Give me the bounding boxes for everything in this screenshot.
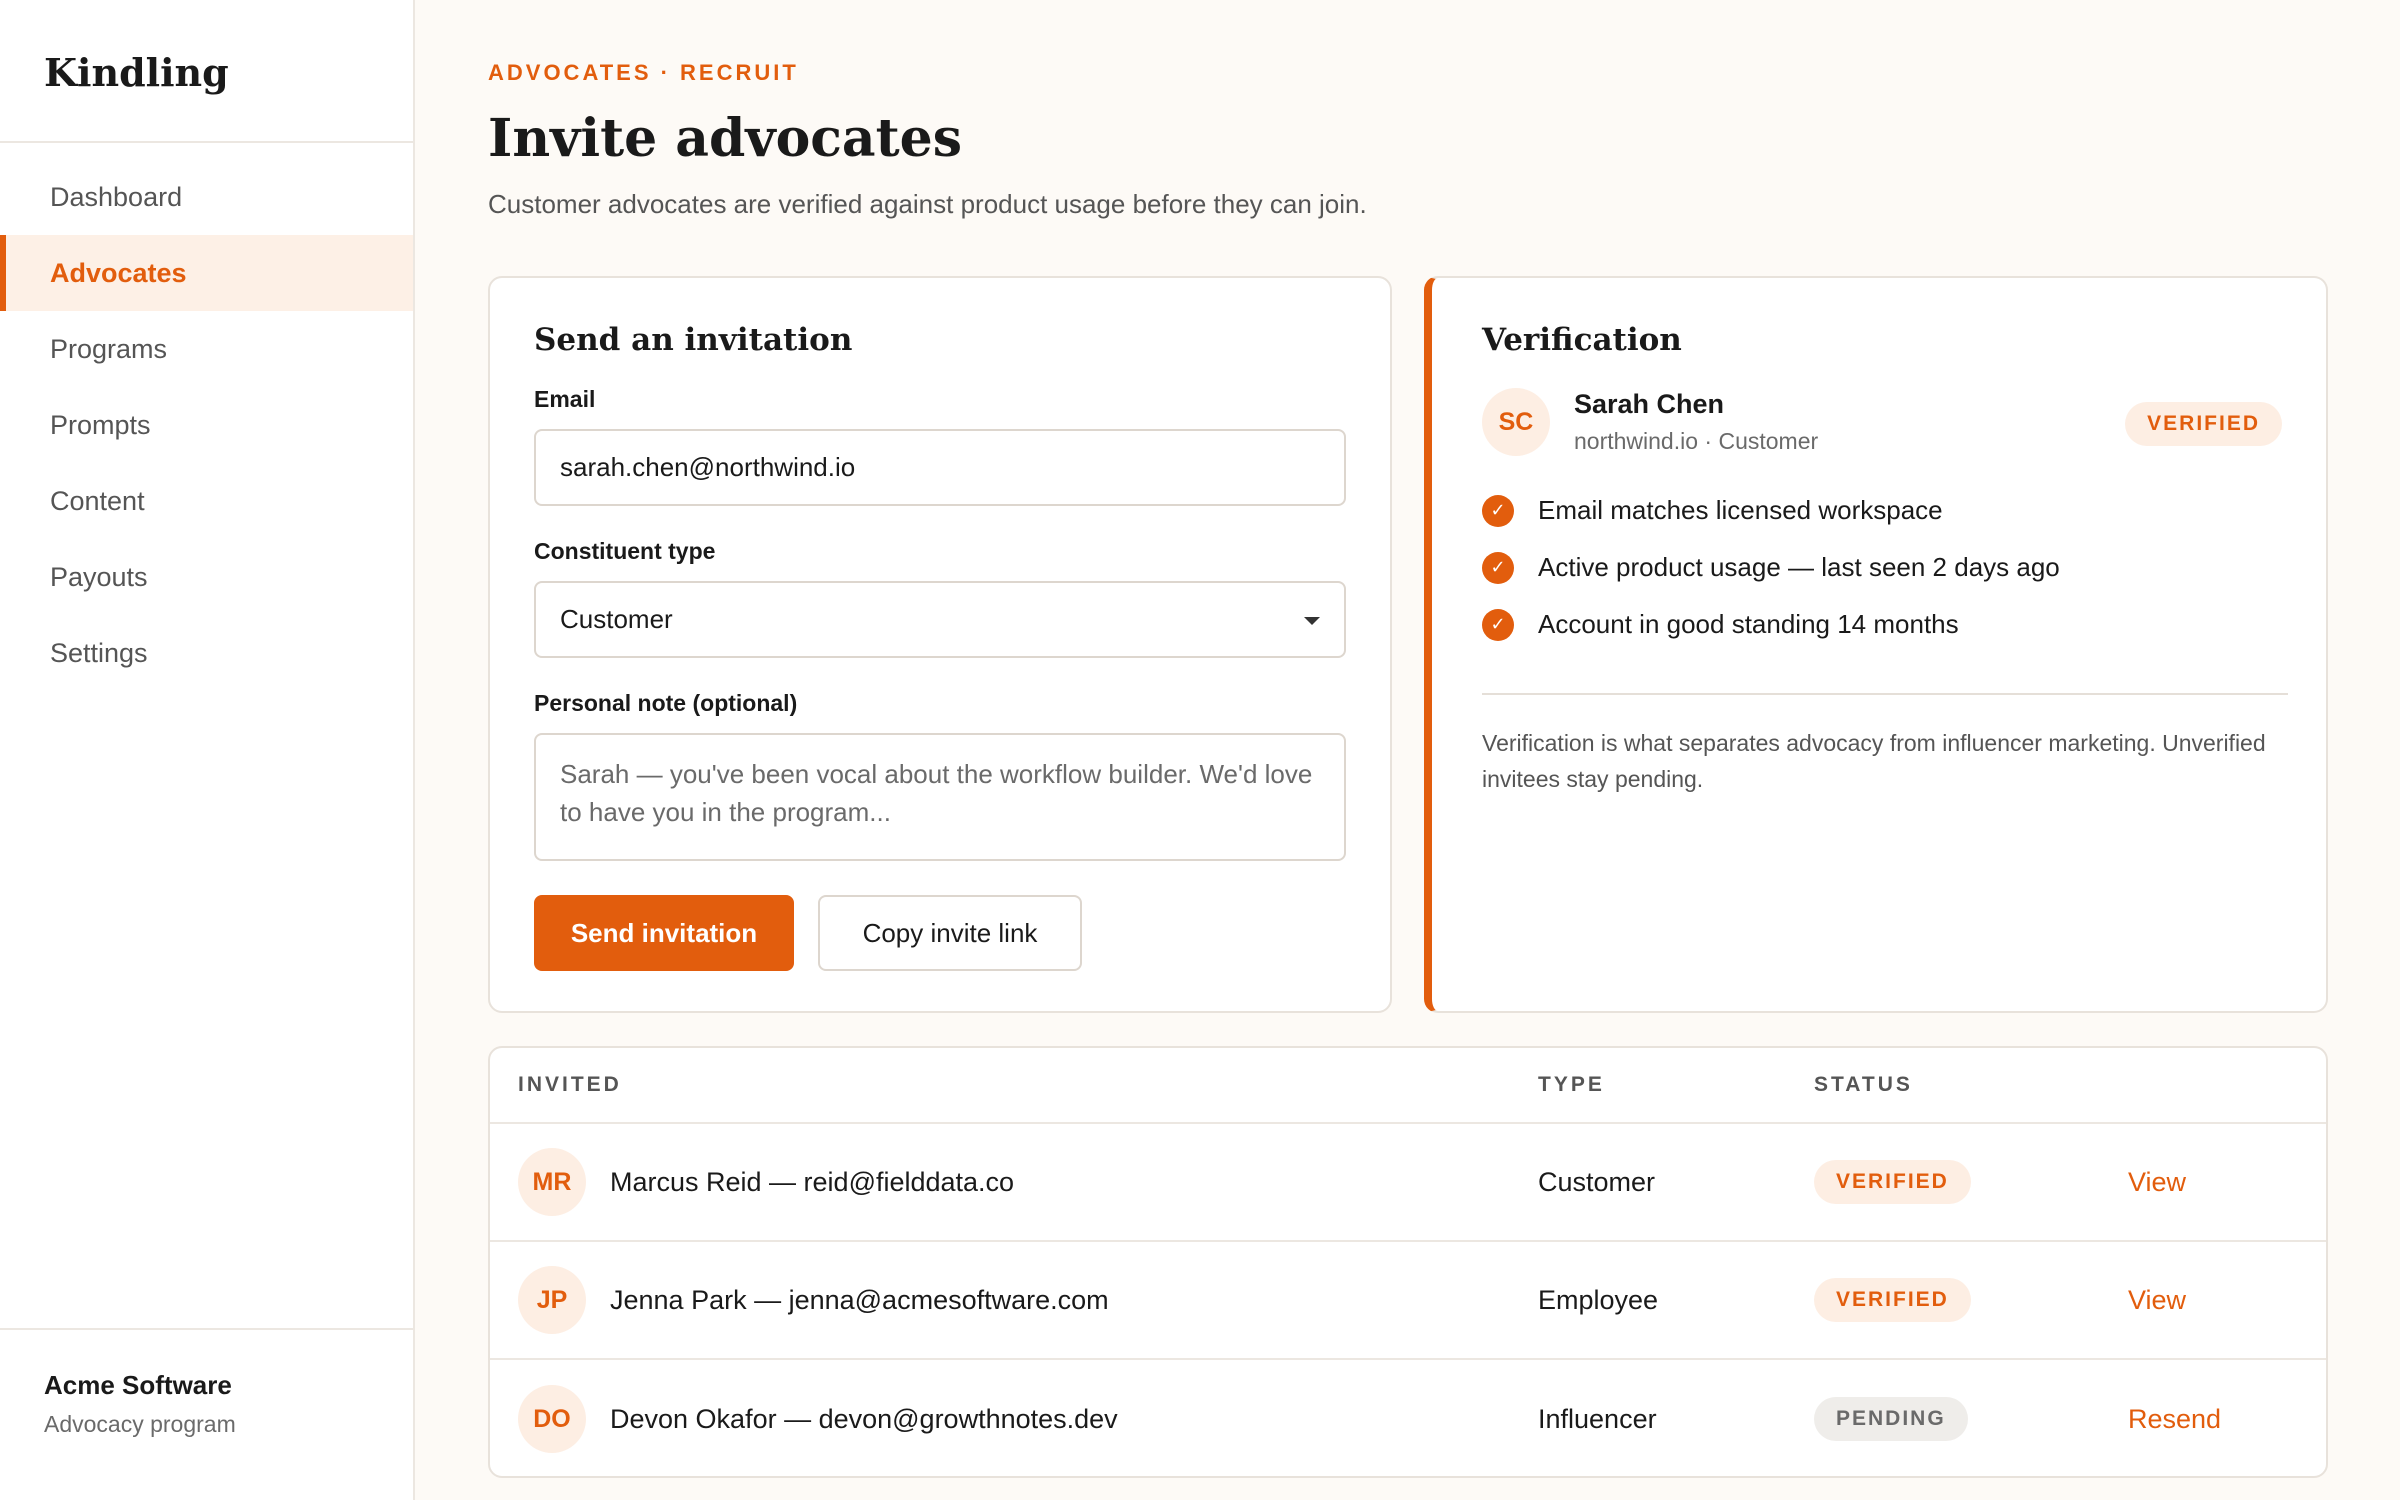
invitee-name: Marcus Reid — reid@fielddata.co (610, 1166, 1015, 1197)
personal-note-textarea[interactable] (534, 733, 1346, 861)
verification-person (1482, 388, 2282, 456)
send-invitation-button[interactable]: Send invitation (534, 895, 794, 971)
verification-checks (1482, 482, 2282, 653)
verification-card (1424, 276, 2328, 1013)
chevron-down-icon (1304, 617, 1320, 625)
avatar: MR (518, 1148, 586, 1216)
status-badge: VERIFIED (1814, 1278, 1971, 1322)
sidebar (0, 0, 415, 1500)
column-header-type: TYPE (1538, 1073, 1605, 1096)
check-item (1482, 482, 2282, 539)
check-label: Active product usage — last seen 2 days ago (1538, 552, 2060, 582)
email-value: sarah.chen@northwind.io (560, 452, 856, 482)
invited-table (488, 1046, 2328, 1478)
sidebar-item-settings[interactable]: Settings (50, 637, 148, 668)
org-subtitle: Advocacy program (44, 1411, 236, 1437)
avatar: SC (1482, 388, 1550, 456)
constituent-type-label: Constituent type (534, 538, 716, 564)
status-badge: PENDING (1814, 1397, 1968, 1441)
constituent-type-select[interactable] (534, 581, 1346, 658)
invite-actions (534, 895, 1346, 971)
breadcrumb: ADVOCATES · RECRUIT (488, 60, 799, 85)
copy-invite-link-button[interactable]: Copy invite link (818, 895, 1082, 971)
invitee-type: Customer (1538, 1166, 1656, 1197)
invitee-name: Devon Okafor — devon@growthnotes.dev (610, 1403, 1118, 1434)
view-link[interactable]: View (2128, 1166, 2187, 1197)
invitee-type: Influencer (1538, 1403, 1657, 1434)
email-label: Email (534, 386, 596, 412)
check-icon: ✓ (1482, 495, 1514, 527)
page-subtitle: Customer advocates are verified against product usage before they can join. (488, 189, 1367, 219)
sidebar-nav (0, 159, 413, 691)
table-header (490, 1048, 2326, 1124)
sidebar-item-advocates[interactable]: Advocates (0, 235, 413, 311)
check-icon: ✓ (1482, 609, 1514, 641)
person-subtitle: northwind.io · Customer (1574, 428, 1819, 454)
table-row (490, 1360, 2326, 1478)
sidebar-item-content[interactable]: Content (50, 485, 145, 516)
brand-logo[interactable]: Kindling (0, 0, 413, 143)
column-header-invited: INVITED (518, 1073, 622, 1096)
sidebar-item-payouts[interactable]: Payouts (50, 561, 148, 592)
table-row (490, 1124, 2326, 1242)
invitee-name: Jenna Park — jenna@acmesoftware.com (610, 1284, 1109, 1315)
view-link[interactable]: View (2128, 1284, 2187, 1315)
column-header-status: STATUS (1814, 1073, 1913, 1096)
divider (1482, 693, 2288, 695)
status-badge: VERIFIED (2125, 402, 2282, 446)
org-switcher[interactable] (0, 1328, 413, 1500)
invite-card-title: Send an invitation (534, 322, 853, 358)
person-name: Sarah Chen (1574, 389, 1725, 419)
verification-card-title: Verification (1482, 322, 1682, 358)
verification-note: Verification is what separates advocacy from influencer marketing. Unverified invitees stay pending. (1482, 730, 2266, 792)
email-field[interactable] (534, 429, 1346, 506)
invite-card (488, 276, 1392, 1013)
invitee-type: Employee (1538, 1284, 1659, 1315)
check-item (1482, 539, 2282, 596)
check-label: Account in good standing 14 months (1538, 609, 1959, 639)
page-title: Invite advocates (488, 108, 962, 169)
check-item (1482, 596, 2282, 653)
org-name: Acme Software (44, 1370, 232, 1400)
status-badge: VERIFIED (1814, 1160, 1971, 1204)
main-content (488, 0, 2328, 1434)
personal-note-label: Personal note (optional) (534, 690, 798, 716)
personal-note-placeholder: Sarah — you've been vocal about the workflow builder. We'd love to have you in the program... (560, 759, 1313, 827)
table-row (490, 1242, 2326, 1360)
sidebar-item-prompts[interactable]: Prompts (50, 409, 151, 440)
check-label: Email matches licensed workspace (1538, 495, 1943, 525)
avatar: DO (518, 1385, 586, 1453)
constituent-type-value: Customer (560, 604, 673, 634)
sidebar-item-programs[interactable]: Programs (50, 333, 168, 364)
sidebar-item-dashboard[interactable]: Dashboard (50, 181, 183, 212)
resend-link[interactable]: Resend (2128, 1403, 2222, 1434)
check-icon: ✓ (1482, 552, 1514, 584)
avatar: JP (518, 1266, 586, 1334)
